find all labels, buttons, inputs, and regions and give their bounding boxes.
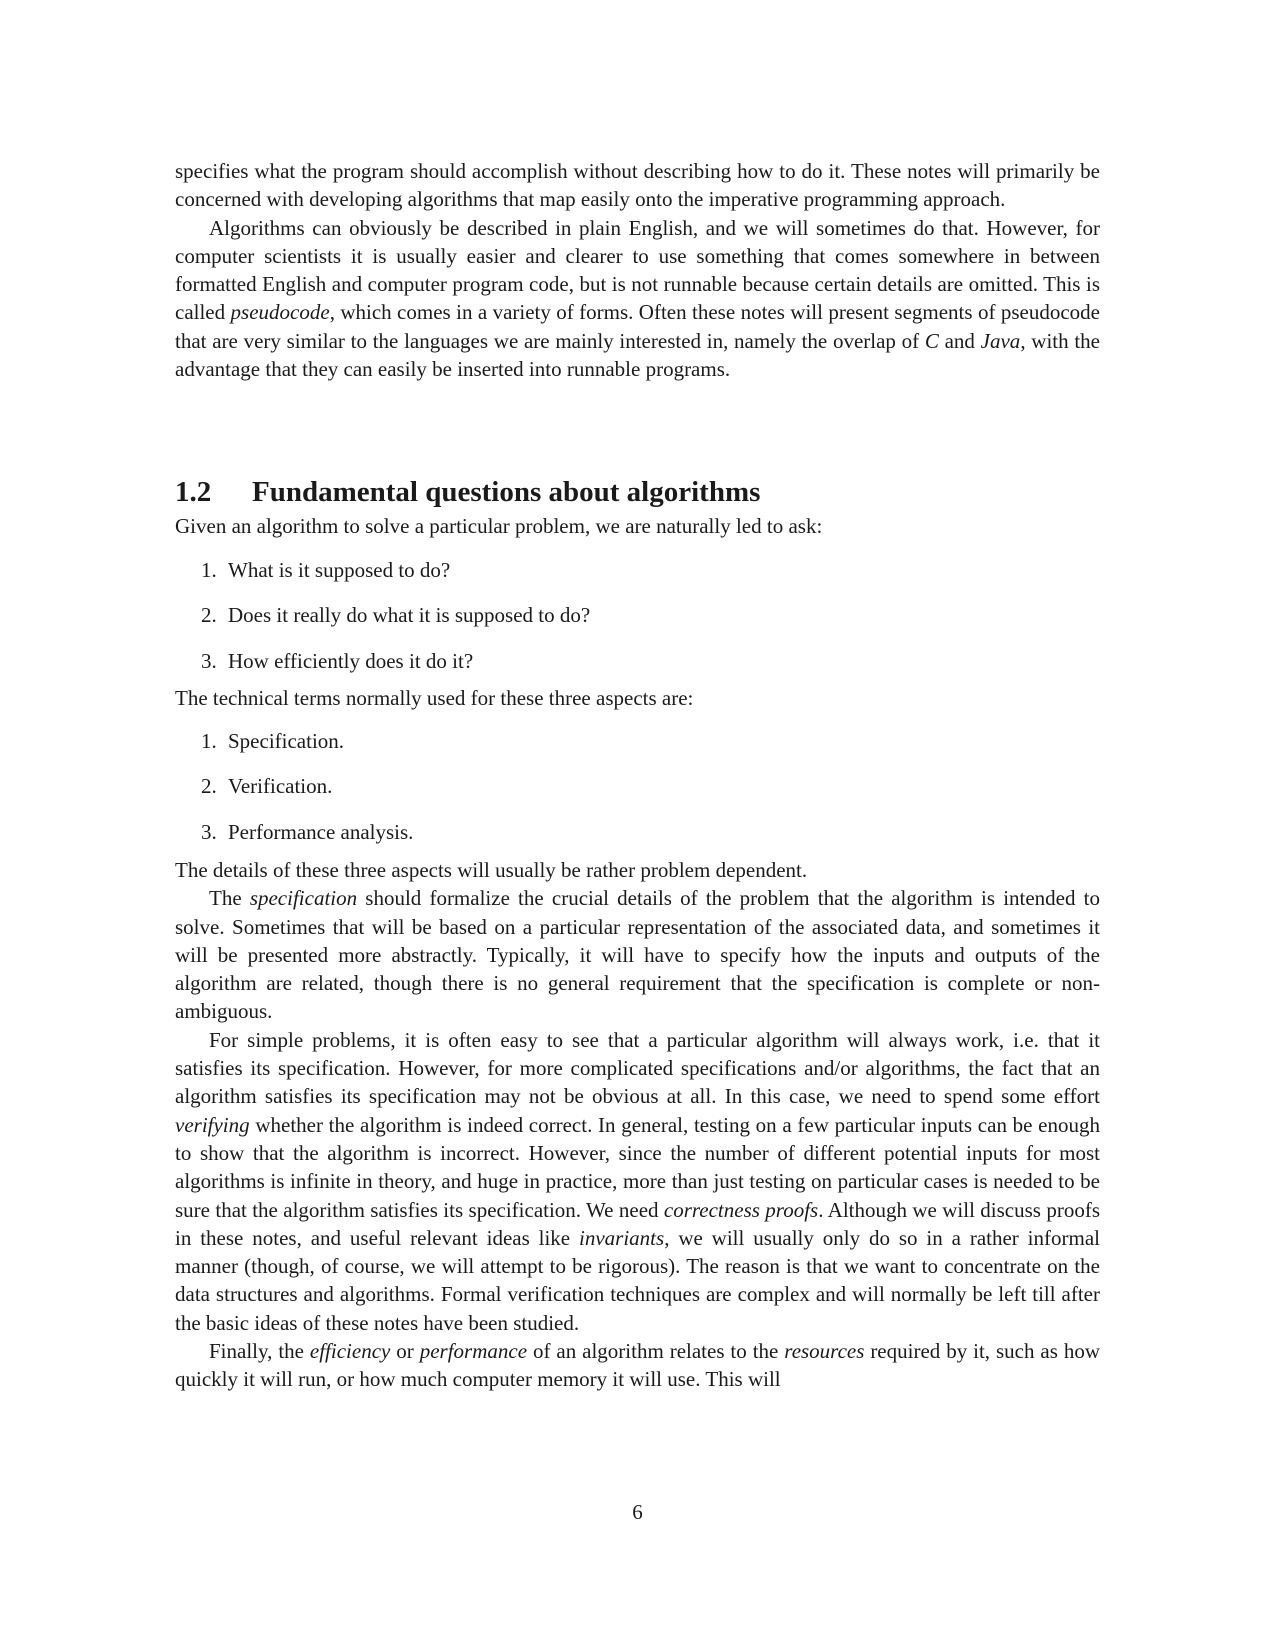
- intro-paragraph-1: specifies what the program should accomplish without describing how to do it. These notes will primarily be concerned with developing algorithms that map easily onto the imperative programming approach.: [175, 159, 1100, 212]
- body-text: [175, 856, 1100, 1394]
- list-item-text: Specification.: [228, 729, 345, 753]
- lead-questions: Given an algorithm to solve a particular problem, we are naturally led to ask:: [175, 514, 823, 538]
- performance-paragraph: [175, 1337, 1100, 1394]
- questions-list: [201, 556, 1101, 692]
- list-item: [201, 647, 1101, 675]
- list-item: [201, 601, 1101, 629]
- emphasis-verifying: verifying: [175, 1112, 250, 1137]
- emphasis-specification: specification: [249, 886, 358, 911]
- list-item: [201, 818, 1101, 846]
- emphasis-correctness-proofs: correctness proofs: [663, 1197, 819, 1222]
- intro-text: [175, 157, 1100, 383]
- text-run: For simple problems, it is often easy to see that a particular algorithm will always work, i.e. that it satisfies its specification. However, for more complicated specifications and/or algorithms, the fact that an algorithm satisfies its specification may not be obvious at all. In this case, we need to spend some effort: [175, 1027, 1100, 1109]
- emphasis-pseudocode: pseudocode: [230, 300, 330, 325]
- text-run: and: [938, 328, 981, 353]
- emphasis-c: C: [924, 328, 939, 353]
- emphasis-resources: resources: [784, 1339, 865, 1364]
- verification-paragraph: [175, 1026, 1100, 1337]
- section-number: 1.2: [175, 476, 212, 508]
- text-run: . Although we will discuss proofs in these notes, and useful relevant ideas like: [175, 1197, 1100, 1250]
- list-marker: 3.: [201, 648, 217, 673]
- list-marker: 2.: [201, 774, 217, 799]
- list-item: [201, 727, 1101, 755]
- list-item-text: Does it really do what it is supposed to do?: [228, 603, 591, 628]
- section-title: Fundamental questions about algorithms: [252, 476, 761, 508]
- list-item: [201, 556, 1101, 584]
- text-run: , we will usually only do so in a rather informal manner (though, of course, we will attempt to be rigorous). The reason is that we want to concentrate on the data structures and algorithms. Formal verification techniques are complex and will normally be left till after the basic ideas of these notes have been studied.: [175, 1225, 1100, 1335]
- emphasis-invariants: invariants: [579, 1225, 665, 1250]
- text-run: , with the advantage that they can easily be inserted into runnable programs.: [175, 328, 1100, 382]
- page-number: 6: [632, 1500, 643, 1524]
- text-run: required by it, such as how quickly it will run, or how much computer memory it will use. This will: [175, 1339, 1100, 1392]
- list-item-text: How efficiently does it do it?: [228, 648, 474, 673]
- text-run: Finally, the: [209, 1339, 310, 1364]
- text-run: whether the algorithm is indeed correct. In general, testing on a few particular inputs can be enough to show that the algorithm is incorrect. However, since the number of different potential inputs for most algorithms is infinite in theory, and huge in practice, more than just testing on particular cases is needed to be sure that the algorithm satisfies its specification. We need: [175, 1112, 1100, 1222]
- list-item: [201, 772, 1101, 800]
- specification-paragraph: [175, 884, 1100, 1025]
- text-run: should formalize the crucial details of the problem that the algorithm is intended to solve. Sometimes that will be based on a particular representation of the associated data, and sometimes it will be presented more abstractly. Typically, it will have to specify how the inputs and outputs of the algorithm are related, though there is no general requirement that the specification is complete or non-ambiguous.: [175, 886, 1100, 1024]
- list-marker: 2.: [201, 603, 217, 628]
- emphasis-efficiency: efficiency: [309, 1339, 391, 1364]
- text-run: or: [390, 1339, 420, 1364]
- intro-paragraph-2: [175, 214, 1100, 384]
- section-heading: [175, 475, 1100, 509]
- text-run: The: [209, 886, 250, 911]
- text-run: Algorithms can obviously be described in plain English, and we will sometimes do that. However, for computer scientists it is usually easier and clearer to use something that comes somewhere in between formatted English and computer program code, but is not runnable because certain details are omitted. This is called: [175, 215, 1100, 325]
- list-marker: 1.: [201, 729, 217, 753]
- emphasis-java: Java: [980, 328, 1021, 353]
- lead-details: The details of these three aspects will usually be rather problem dependent.: [175, 858, 808, 882]
- text-run: of an algorithm relates to the: [527, 1339, 785, 1364]
- list-marker: 3.: [201, 819, 217, 844]
- lead-terms: The technical terms normally used for these three aspects are:: [175, 686, 694, 710]
- list-marker: 1.: [201, 558, 217, 582]
- list-item-text: Verification.: [228, 774, 333, 799]
- terms-list: [201, 727, 1101, 863]
- list-item-text: Performance analysis.: [228, 819, 414, 844]
- emphasis-performance: performance: [419, 1339, 528, 1364]
- text-run: , which comes in a variety of forms. Often these notes will present segments of pseudocode that are very similar to the languages we are mainly interested in, namely the overlap of: [175, 300, 1100, 353]
- list-item-text: What is it supposed to do?: [228, 558, 451, 582]
